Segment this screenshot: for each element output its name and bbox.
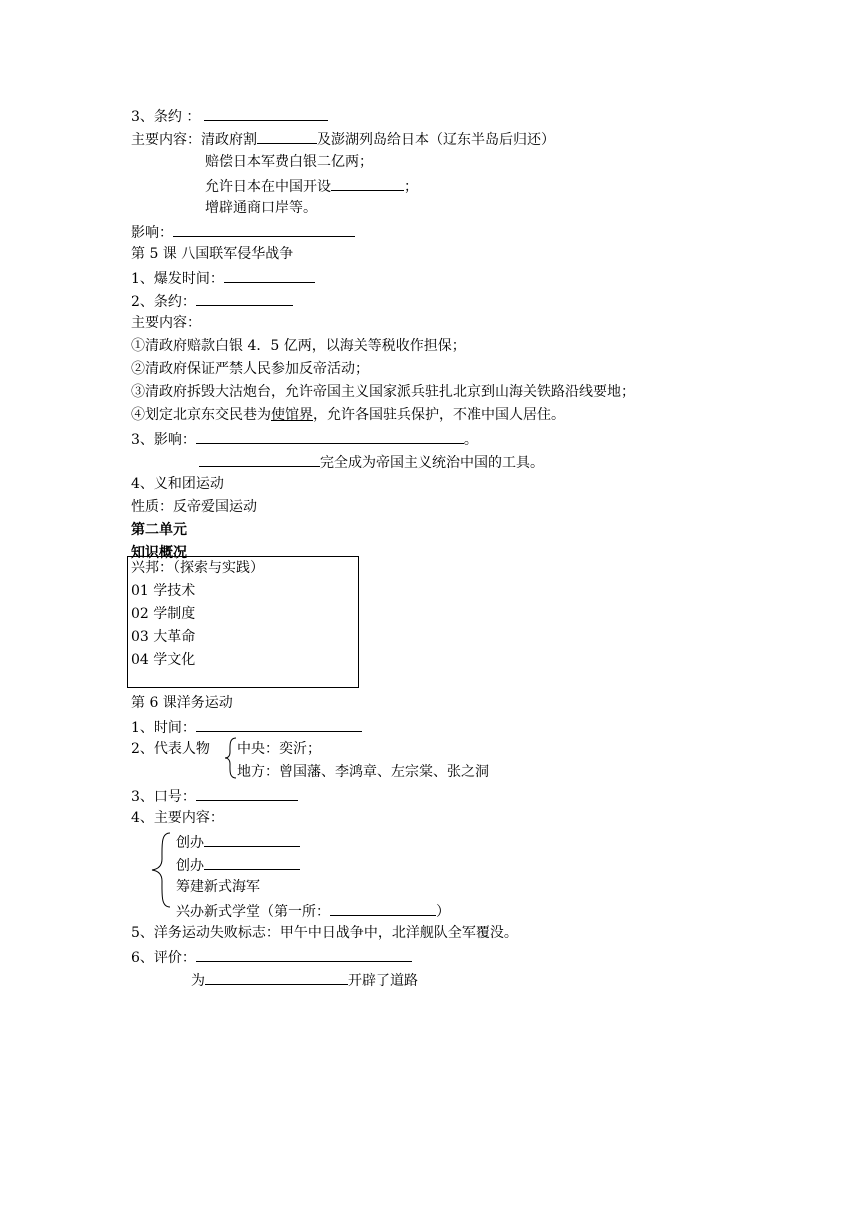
line-item4	[131, 406, 565, 424]
line-time	[131, 717, 362, 737]
line-failure: 5、洋务运动失败标志：甲午中日战争中，北洋舰队全军覆没。	[131, 925, 518, 941]
line-impact2-cont	[199, 452, 544, 472]
figures-brace	[224, 736, 238, 780]
treaty2-blank[interactable]	[196, 291, 293, 306]
overview-item: 04 学文化	[131, 652, 196, 668]
line-figures: 2、代表人物	[131, 741, 210, 757]
line-item2: ②清政府保证严禁人民参加反帝活动；	[131, 361, 369, 377]
item4-post: ，允许各国驻兵保护，不准中国人居住。	[313, 407, 565, 423]
treaty2-label: 2、条约：	[131, 294, 196, 310]
paved-post: 开辟了道路	[348, 973, 418, 989]
factories-label: 允许日本在中国开设	[205, 179, 331, 195]
line-treaty2	[131, 291, 293, 311]
found2-blank[interactable]	[204, 855, 300, 870]
line-navy: 筹建新式海军	[176, 879, 260, 895]
treaty-label: 3、条约 ：	[131, 109, 201, 125]
school-end: ）	[436, 904, 450, 920]
line-main-content2: 主要内容：	[131, 315, 201, 331]
item4-pre: ④划定北京东交民巷为	[131, 407, 271, 423]
impact2-blank[interactable]	[196, 429, 464, 444]
line-central: 中央：奕沂；	[237, 741, 321, 757]
line-impact	[131, 222, 355, 242]
line-nature: 性质：反帝爱国运动	[131, 499, 257, 515]
overview-item: 01 学技术	[131, 583, 196, 599]
line-ports: 增辟通商口岸等。	[205, 200, 317, 216]
line-paved-way	[191, 970, 418, 990]
school-blank[interactable]	[330, 901, 436, 916]
line-local: 地方：曾国藩、李鸿章、左宗棠、张之洞	[237, 764, 489, 780]
outbreak-label: 1、爆发时间：	[131, 271, 224, 287]
line-factories	[205, 176, 418, 196]
content-brace	[150, 831, 172, 909]
line-indemnity: 赔偿日本军费白银二亿两；	[205, 154, 373, 170]
outbreak-blank[interactable]	[224, 268, 315, 283]
impact2-cont-blank[interactable]	[199, 452, 320, 467]
line-outbreak-time	[131, 268, 315, 288]
overview-item: 03 大革命	[131, 629, 196, 645]
item4-underlined: 使馆界	[271, 407, 313, 423]
lesson5-title: 第 5 课 八国联军侵华战争	[131, 246, 294, 262]
overview-heading: 兴邦：（探索与实践）	[131, 560, 264, 576]
lesson6-title: 第 6 课洋务运动	[131, 695, 233, 711]
line-school	[176, 901, 450, 921]
slogan-label: 3、口号：	[131, 789, 196, 805]
line-impact2	[131, 429, 478, 449]
slogan-blank[interactable]	[196, 786, 298, 801]
line-found1	[176, 832, 300, 852]
paved-pre: 为	[191, 973, 205, 989]
line-slogan	[131, 786, 298, 806]
line-found2	[176, 855, 300, 875]
overview-box	[127, 556, 359, 688]
unit2-title: 第二单元	[131, 522, 187, 538]
impact-blank[interactable]	[173, 222, 355, 237]
factories-blank[interactable]	[331, 176, 404, 191]
evaluation-blank[interactable]	[196, 947, 412, 962]
main-content-label: 主要内容：清政府割	[131, 132, 257, 148]
line-item1: ①清政府赔款白银 4．5 亿两，以海关等税收作担保；	[131, 338, 466, 354]
time-label: 1、时间：	[131, 720, 196, 736]
paved-blank[interactable]	[205, 970, 348, 985]
impact2-end: 。	[463, 432, 478, 448]
factories-end: ；	[404, 179, 418, 195]
impact2-label: 3、影响：	[131, 432, 196, 448]
impact2-cont-text: 完全成为帝国主义统治中国的工具。	[320, 455, 544, 471]
overview-item: 02 学制度	[131, 606, 196, 622]
ceded-territory-blank[interactable]	[257, 129, 317, 144]
found1-blank[interactable]	[204, 832, 300, 847]
evaluation-label: 6、评价：	[131, 950, 196, 966]
main-content-text: 及澎湖列岛给日本（辽东半岛后归还）	[317, 132, 555, 148]
line-boxer: 4、义和团运动	[131, 476, 224, 492]
found2-label: 创办	[176, 858, 204, 874]
time-blank[interactable]	[196, 717, 362, 732]
unit2-subtitle: 知识概况	[131, 545, 187, 561]
found1-label: 创办	[176, 835, 204, 851]
impact-label: 影响：	[131, 225, 173, 241]
line-main-content3: 4、主要内容：	[131, 810, 224, 826]
school-label: 兴办新式学堂（第一所：	[176, 904, 330, 920]
treaty-blank[interactable]	[204, 106, 328, 121]
line-evaluation	[131, 947, 412, 967]
line-treaty	[131, 106, 328, 126]
line-item3: ③清政府拆毁大沽炮台，允许帝国主义国家派兵驻扎北京到山海关铁路沿线要地；	[131, 384, 635, 400]
line-main-content	[131, 129, 555, 149]
